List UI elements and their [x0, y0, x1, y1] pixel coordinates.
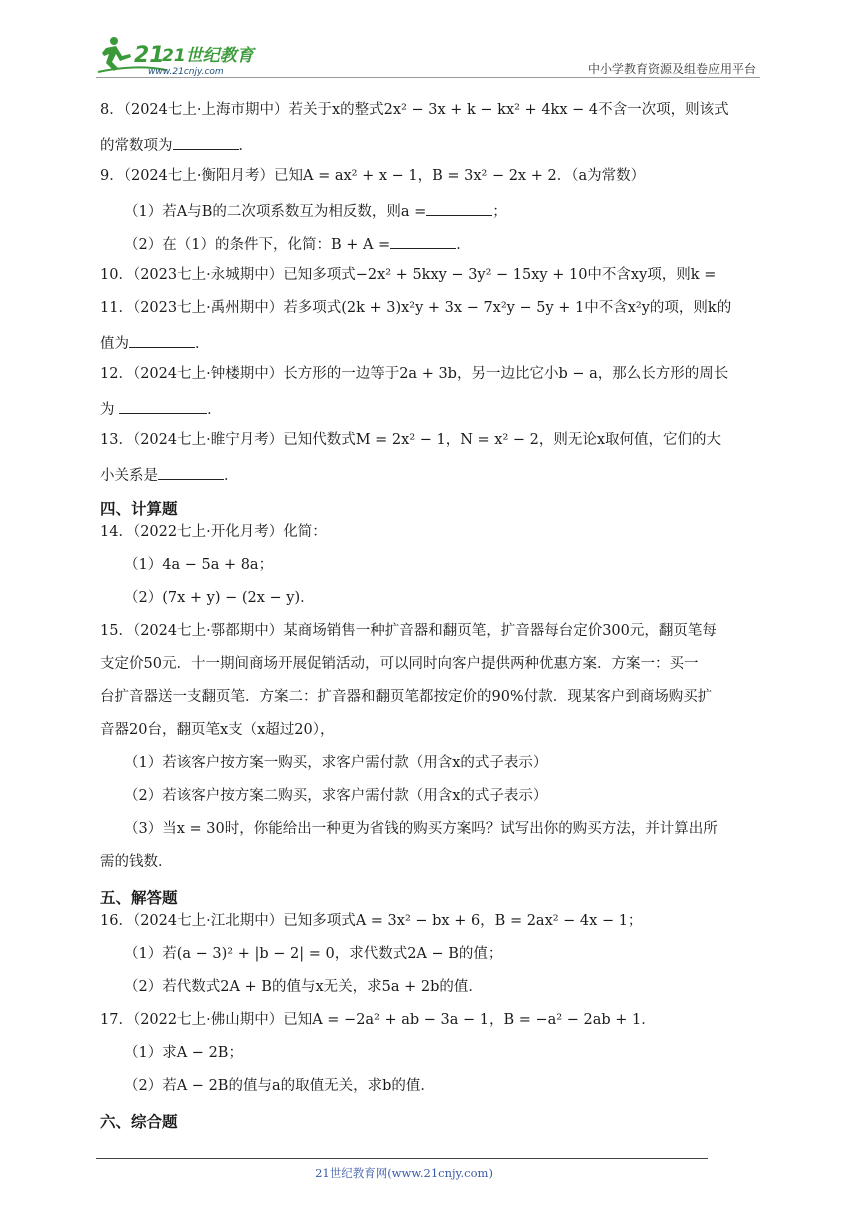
question-line	[100, 654, 764, 687]
question-line	[100, 364, 764, 397]
line-text: （2）在（1）的条件下，化简：B + A =	[124, 237, 391, 253]
line-text: 14．（2022七上·开化月考）化简：	[100, 524, 327, 540]
answer-blank	[390, 232, 456, 249]
footer-divider	[96, 1158, 708, 1159]
line-text: 17．（2022七上·佛山期中）已知A = −2a² + ab − 3a − 1，B = −a² − 2ab + 1．	[100, 1012, 656, 1028]
sub-question-line	[100, 819, 764, 852]
sub-question-line	[100, 944, 764, 977]
sub-question-line	[100, 232, 764, 265]
line-text: 12．（2024七上·钟楼期中）长方形的一边等于2a + 3b，另一边比它小b − a，那么长方形的周长	[100, 366, 729, 382]
question-line	[100, 397, 764, 430]
question-line	[100, 687, 764, 720]
section-heading	[100, 1109, 764, 1135]
line-tail: ．	[456, 237, 471, 253]
question-line	[100, 522, 764, 555]
question-line	[100, 1010, 764, 1043]
question-line	[100, 463, 764, 496]
answer-blank	[173, 133, 239, 150]
question-line	[100, 100, 764, 133]
line-text: （3）当x = 30时，你能给出一种更为省钱的购买方案吗？试写出你的购买方法，并计算出所	[124, 821, 718, 837]
answer-blank	[158, 463, 224, 480]
sub-question-line	[100, 555, 764, 588]
question-line	[100, 133, 764, 166]
question-line	[100, 430, 764, 463]
svg-text:21: 21	[134, 43, 165, 68]
question-line	[100, 331, 764, 364]
line-tail: ．	[238, 138, 253, 154]
line-text: 9．（2024七上·衡阳月考）已知A = ax² + x − 1，B = 3x² − 2x + 2．（a为常数）	[100, 168, 646, 184]
sub-question-line	[100, 199, 764, 232]
line-text: 16．（2024七上·江北期中）已知多项式A = 3x² − bx + 6，B = 2ax² − 4x − 1；	[100, 913, 643, 929]
site-logo	[96, 34, 266, 78]
sub-question-line	[100, 588, 764, 621]
line-text: 四、计算题	[100, 500, 178, 518]
line-tail: ．	[224, 468, 239, 484]
line-text: 支定价50元．十一期间商场开展促销活动，可以同时向客户提供两种优惠方案．方案一：买一	[100, 656, 699, 672]
line-text: （2）(7x + y) − (2x − y)．	[124, 590, 315, 606]
sub-question-line	[100, 1076, 764, 1109]
question-line	[100, 265, 764, 298]
answer-blank	[426, 199, 492, 216]
svg-text:21世纪教育: 21世纪教育	[162, 46, 254, 66]
line-text: 10．（2023七上·永城期中）已知多项式−2x² + 5kxy − 3y² − 15xy + 10中不含xy项，则k =	[100, 267, 717, 283]
sub-question-line	[100, 1043, 764, 1076]
line-text: 需的钱数．	[100, 854, 173, 870]
answer-blank	[119, 397, 207, 414]
question-line	[100, 298, 764, 331]
line-text: 13．（2024七上·睢宁月考）已知代数式M = 2x² − 1，N = x² − 2，则无论x取何值，它们的大	[100, 432, 722, 448]
line-text: （2）若该客户按方案二购买，求客户需付款（用含x的式子表示）	[124, 788, 548, 804]
line-text: 小关系是	[100, 468, 158, 484]
sub-question-line	[100, 786, 764, 819]
answer-blank	[129, 331, 195, 348]
platform-name: 中小学教育资源及组卷应用平台	[587, 62, 756, 76]
runner-icon	[102, 37, 131, 71]
question-line	[100, 911, 764, 944]
line-text: （2）若A − 2B的值与a的取值无关，求b的值．	[124, 1078, 435, 1094]
line-text: 值为	[100, 336, 129, 352]
exam-content	[100, 100, 764, 1135]
sub-question-line	[100, 977, 764, 1010]
line-text: 音器20台，翻页笔x支（x超过20），	[100, 722, 335, 738]
line-text: 的常数项为	[100, 138, 173, 154]
line-text: （1）4a − 5a + 8a；	[124, 557, 274, 573]
header-divider	[96, 77, 760, 78]
line-text: 11．（2023七上·禹州期中）若多项式(2k + 3)x²y + 3x − 7x²y − 5y + 1中不含x²y的项，则k的	[100, 300, 732, 316]
line-text: 六、综合题	[100, 1113, 178, 1131]
line-tail: ．	[207, 402, 222, 418]
footer-text: 21世纪教育网(www.21cnjy.com)	[315, 1166, 493, 1180]
question-line	[100, 852, 764, 885]
line-tail: ；	[492, 204, 507, 220]
section-heading	[100, 885, 764, 911]
line-text: 台扩音器送一支翻页笔．方案二：扩音器和翻页笔都按定价的90%付款．现某客户到商场购买扩	[100, 689, 713, 705]
question-line	[100, 621, 764, 654]
page-header	[96, 34, 760, 78]
line-text: （1）若A与B的二次项系数互为相反数，则a =	[124, 204, 427, 220]
sub-question-line	[100, 753, 764, 786]
line-text: （1）求A − 2B；	[124, 1045, 243, 1061]
line-text: 五、解答题	[100, 889, 178, 907]
svg-text:www.21cnjy.com: www.21cnjy.com	[148, 67, 224, 77]
line-text: 15．（2024七上·鄠都期中）某商场销售一种扩音器和翻页笔，扩音器每台定价300元，翻页笔每	[100, 623, 717, 639]
line-text: （1）若该客户按方案一购买，求客户需付款（用含x的式子表示）	[124, 755, 548, 771]
question-line	[100, 166, 764, 199]
line-text: （2）若代数式2A + B的值与x无关，求5a + 2b的值．	[124, 979, 483, 995]
question-line	[100, 720, 764, 753]
line-tail: ．	[195, 336, 210, 352]
section-heading	[100, 496, 764, 522]
line-text: 为	[100, 402, 120, 418]
line-text: （1）若(a − 3)² + |b − 2| = 0，求代数式2A − B的值；	[124, 946, 503, 962]
line-text: 8．（2024七上·上海市期中）若关于x的整式2x² − 3x + k − kx² + 4kx − 4不含一次项，则该式	[100, 102, 729, 118]
